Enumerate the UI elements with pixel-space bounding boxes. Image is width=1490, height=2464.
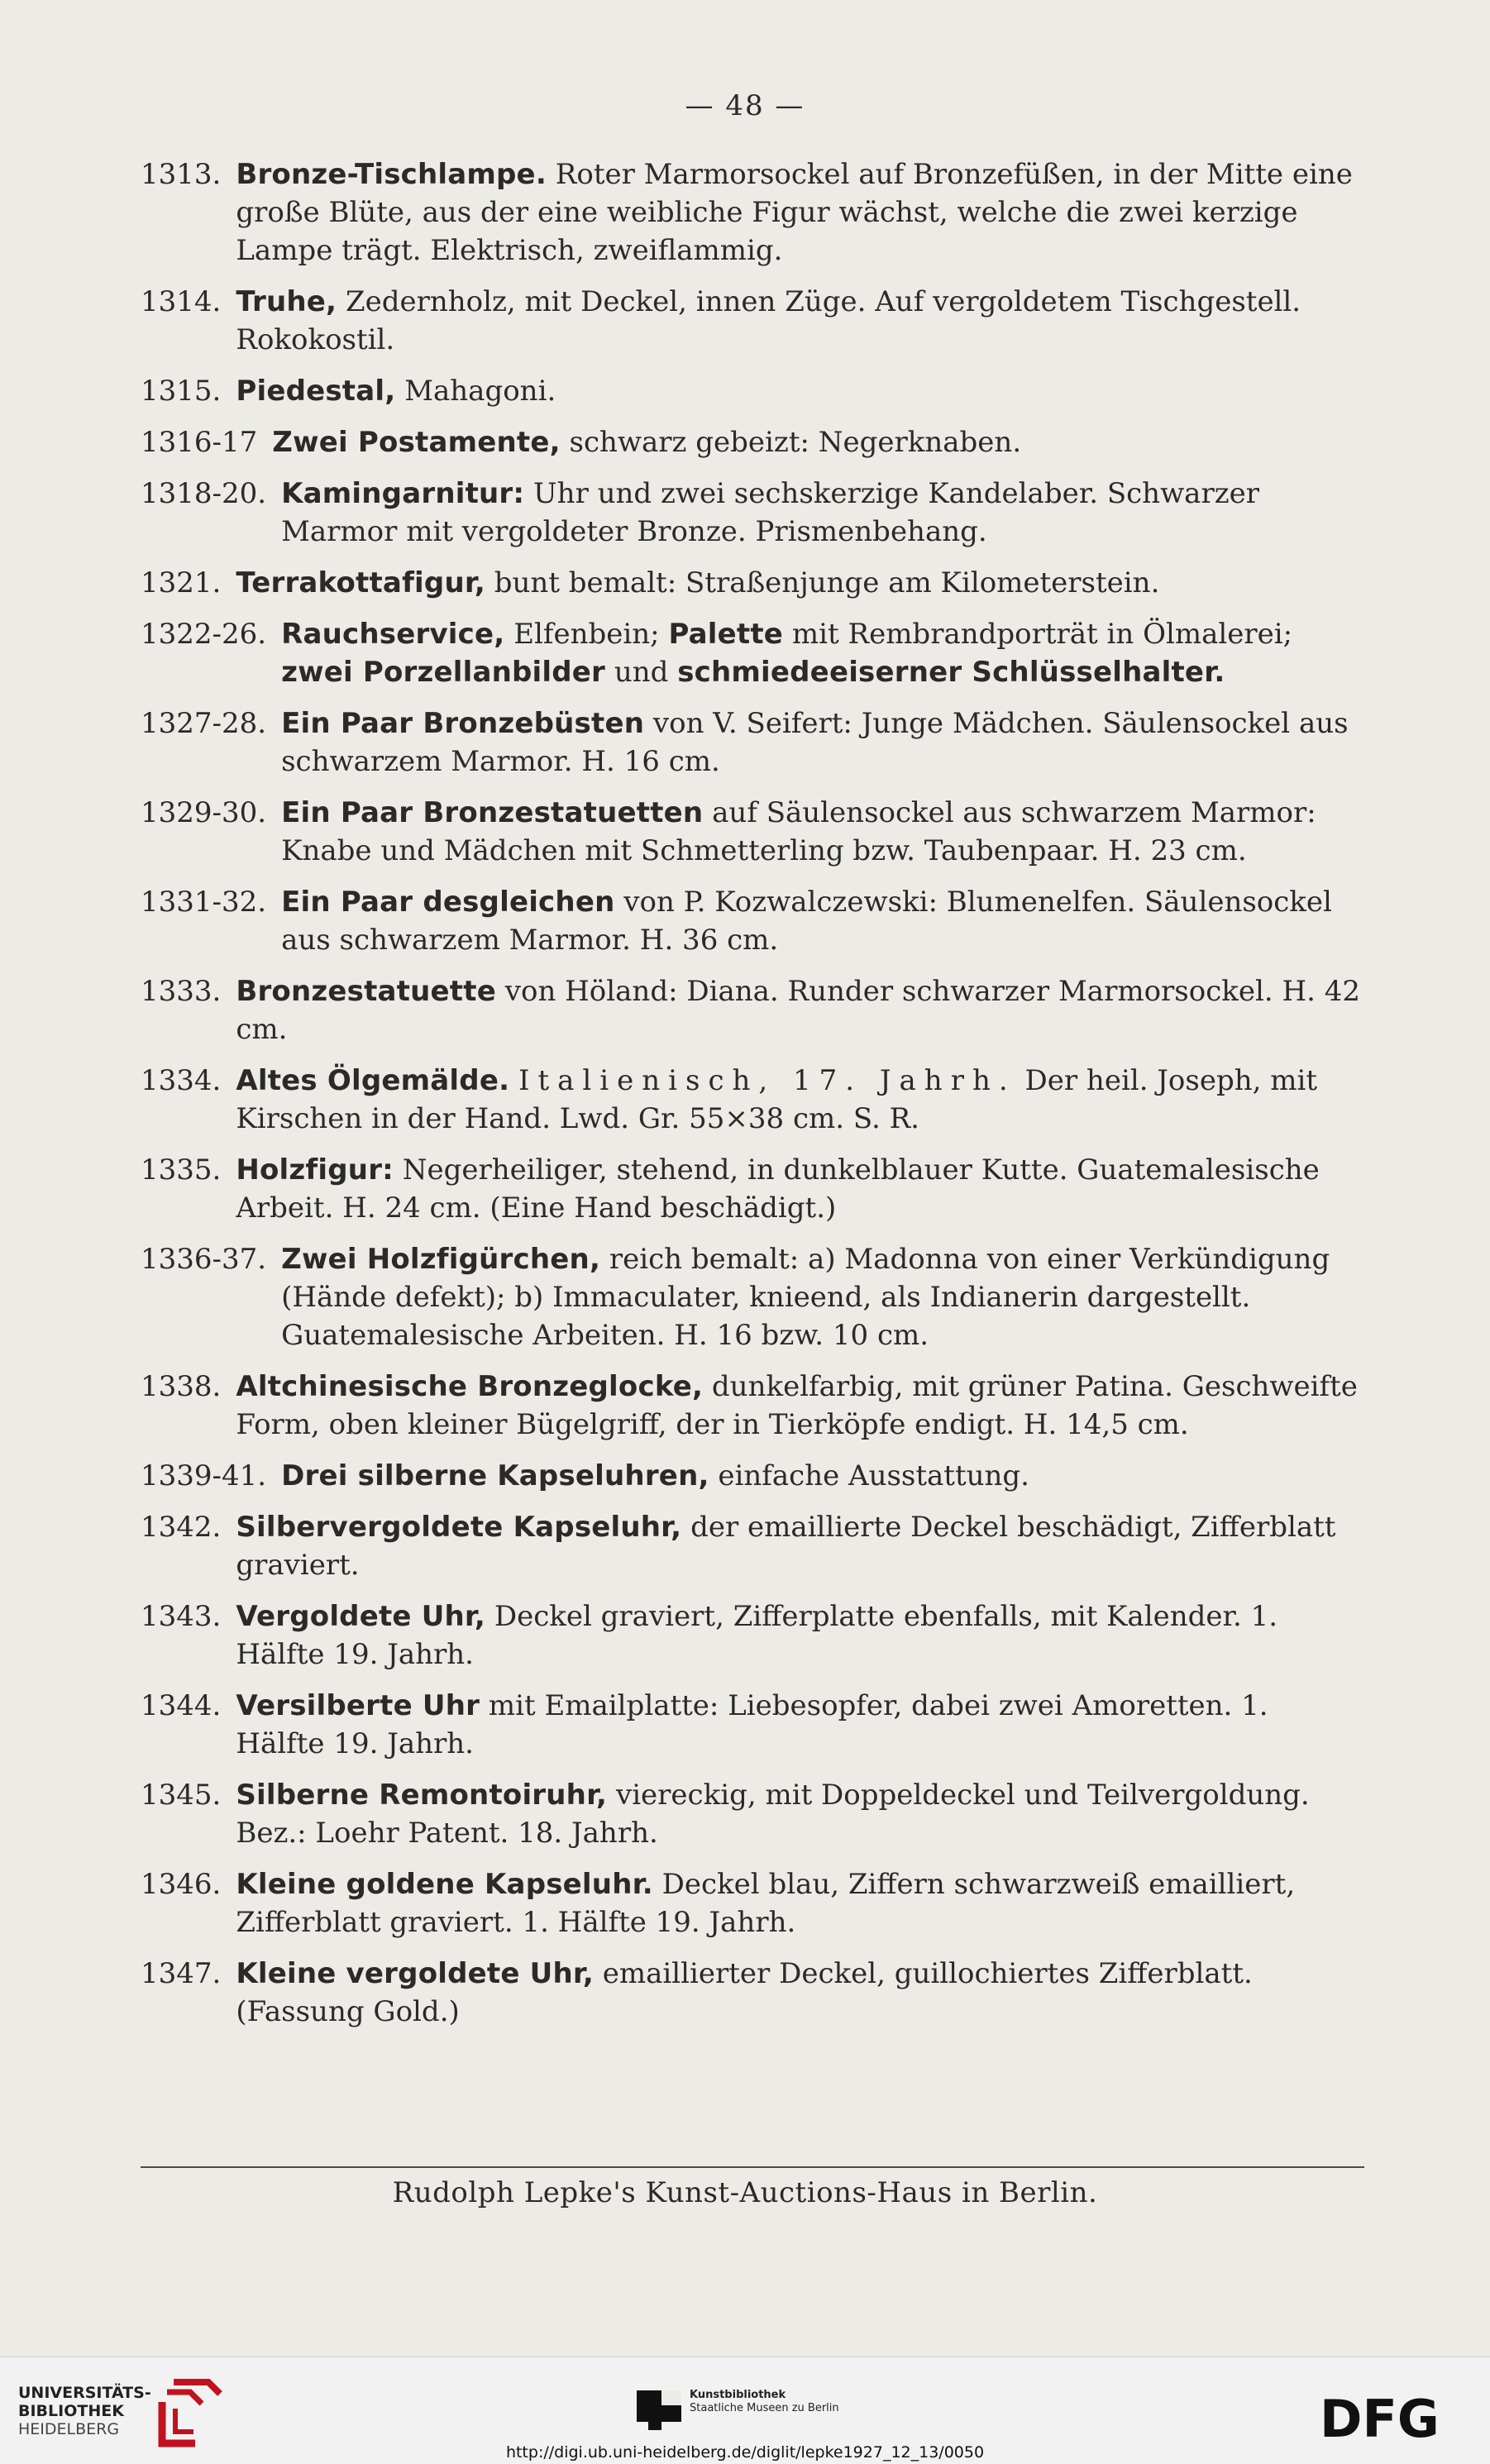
lot-title: Zwei Postamente, [272,426,561,459]
catalog-entry [141,883,1364,959]
footer-rule [141,2166,1364,2168]
lot-title: Kamingarnitur: [281,477,525,510]
lot-title: Terrakottafigur, [236,566,485,599]
lot-text: mit Rembrandporträt in Ölmalerei; [783,618,1293,651]
lot-description [236,1062,1364,1138]
lot-title: Rauchservice, [281,618,505,651]
lot-number: 1344. [141,1689,222,1722]
lot-title: Altes Ölgemälde. [236,1064,510,1097]
lot-number: 1338. [141,1370,222,1403]
kunstbibliothek-icon [637,2385,681,2430]
dfg-text: DFG [1320,2390,1440,2443]
lot-description [272,423,1364,461]
lot-text: Deckel graviert, Zifferplatte ebenfalls, mit Kalender. 1. Hälfte 19. Jahrh. [236,1600,1278,1671]
lot-number: 1313. [141,158,222,191]
catalog-entry [141,155,1364,270]
lot-number: 1327-28. [141,707,267,740]
lot-description [281,1457,1364,1495]
publisher-line: Rudolph Lepke's Kunst-Auctions-Haus in Berlin. [392,2176,1098,2209]
lot-title: Palette [668,618,784,651]
lot-text: von V. Seifert: Junge Mädchen. Säulensockel aus schwarzem Marmor. H. 16 cm. [281,707,1349,778]
lot-text: viereckig, mit Doppeldeckel und Teilvergoldung. Bez.: Loehr Patent. 18. Jahrh. [236,1779,1310,1850]
lot-title: Bronzestatuette [236,975,496,1008]
lot-text: von Höland: Diana. Runder schwarzer Marmorsockel. H. 42 cm. [236,975,1360,1046]
lot-description [236,1368,1364,1444]
lot-description [281,475,1364,551]
catalog-entry [141,1368,1364,1444]
catalog-entry [141,972,1364,1048]
lot-text: von P. Kozwalczewski: Blumenelfen. Säulensockel aus schwarzem Marmor. H. 36 cm. [281,886,1332,957]
lot-description [236,1865,1364,1941]
lot-description [281,615,1364,691]
lot-text: Der heil. Joseph, mit Kirschen in der Hand. Lwd. Gr. 55×38 cm. S. R. [236,1064,1318,1135]
lot-number: 1321. [141,566,222,599]
lot-text: dunkelfarbig, mit grüner Patina. Geschweifte Form, oben kleiner Bügelgriff, der in Tierköpfe endigt. H. 14,5 cm. [236,1370,1358,1441]
catalog-entry [141,1687,1364,1763]
uni-line-1: UNIVERSITÄTS- [18,2384,151,2402]
catalog-entry [141,794,1364,870]
lot-text: einfache Ausstattung. [709,1459,1029,1492]
lot-title: Drei silberne Kapseluhren, [281,1459,709,1492]
lot-title: Versilberte Uhr [236,1689,480,1722]
lot-text: bunt bemalt: Straßenjunge am Kilometerstein. [485,566,1160,599]
lot-title: Truhe, [236,285,337,318]
catalog-entry [141,564,1364,602]
catalog-entry [141,1062,1364,1138]
university-mark-icon [150,2374,225,2452]
lot-number: 1315. [141,375,222,408]
lot-text: auf Säulensockel aus schwarzem Marmor: Knabe und Mädchen mit Schmetterling bzw. Taubenpaar. H. 23 cm. [281,796,1316,867]
lot-number: 1346. [141,1868,222,1901]
lot-text: Deckel blau, Ziffern schwarzweiß emailliert, Zifferblatt graviert. 1. Hälfte 19. Jahrh. [236,1868,1296,1939]
lot-description [236,1151,1364,1227]
lot-number: 1334. [141,1064,222,1097]
lot-title: Kleine goldene Kapseluhr. [236,1868,653,1901]
digitization-footer [0,2357,1490,2464]
lot-text: Negerheiliger, stehend, in dunkelblauer Kutte. Guatemalesische Arbeit. H. 24 cm. (Eine Hand beschädigt.) [236,1153,1320,1225]
lot-number: 1342. [141,1511,222,1544]
lot-title: Holzfigur: [236,1153,394,1187]
lot-number: 1343. [141,1600,222,1633]
lot-text: Uhr und zwei sechskerzige Kandelaber. Schwarzer Marmor mit vergoldeter Bronze. Prismenbehang. [281,477,1259,548]
lot-description [281,794,1364,870]
lot-description [236,1776,1364,1852]
lot-description [281,883,1364,959]
catalog-entry [141,1508,1364,1584]
lot-title: Piedestal, [236,375,396,408]
lot-description [281,704,1364,781]
lot-text: emaillierter Deckel, guillochiertes Zifferblatt. (Fassung Gold.) [236,1957,1253,2028]
lot-description [236,1597,1364,1674]
dfg-logo[interactable] [1320,2390,1477,2443]
lot-description [281,1240,1364,1354]
lot-title: Ein Paar desgleichen [281,886,615,919]
lot-text: der emaillierte Deckel beschädigt, Zifferblatt graviert. [236,1511,1336,1582]
lot-number: 1347. [141,1957,222,1990]
lot-number: 1322-26. [141,618,267,651]
lot-description [236,283,1364,359]
lot-text: Elfenbein; [504,618,669,651]
uni-line-3: HEIDELBERG [18,2420,120,2438]
lot-title: Silbervergoldete Kapseluhr, [236,1511,682,1544]
lot-text: Zedernholz, mit Deckel, innen Züge. Auf vergoldetem Tischgestell. Rokokostil. [236,285,1301,356]
lot-description [236,1508,1364,1584]
catalog-entry [141,1151,1364,1227]
lot-text: schwarz gebeizt: Negerknaben. [560,426,1022,459]
catalog-entry [141,1865,1364,1941]
kb-line-1: Kunstbibliothek [690,2389,786,2401]
kunstbibliothek-text [690,2389,839,2415]
lot-number: 1335. [141,1153,222,1187]
lot-title: Ein Paar Bronzebüsten [281,707,645,740]
permalink-url[interactable]: http://digi.ub.uni-heidelberg.de/diglit/lepke1927_12_13/0050 [505,2443,985,2462]
lot-number: 1314. [141,285,222,318]
lot-description [236,972,1364,1048]
lot-title: Bronze-Tischlampe. [236,158,547,191]
lot-number: 1329-30. [141,796,267,829]
lot-text: reich bemalt: a) Madonna von einer Verkündigung (Hände defekt); b) Immaculater, knieend, als Indianerin dargestellt. Guatemalesische Arbeiten. H. 16 bzw. 10 cm. [281,1243,1330,1352]
lot-description [236,372,1364,410]
catalog-entries [141,155,1364,2044]
catalog-entry [141,283,1364,359]
lot-description [236,1955,1364,2031]
lot-number: 1336-37. [141,1243,267,1276]
lot-number: 1333. [141,975,222,1008]
lot-title: Altchinesische Bronzeglocke, [236,1370,704,1403]
lot-number: 1331-32. [141,886,267,919]
lot-title: Ein Paar Bronzestatuetten [281,796,704,829]
lot-title: Zwei Holzfigürchen, [281,1243,601,1276]
university-library-logo[interactable] [18,2384,233,2450]
lot-title: schmiedeeiserner Schlüsselhalter. [677,656,1225,689]
university-library-name [18,2384,151,2438]
lot-title: Vergoldete Uhr, [236,1600,486,1633]
page-number: — 48 — [685,89,805,122]
catalog-entry [141,372,1364,410]
lot-origin: Italienisch, 17. Jahrh. [518,1064,1016,1097]
lot-number: 1316-17 [141,426,258,459]
uni-line-2: BIBLIOTHEK [18,2402,124,2420]
lot-number: 1345. [141,1779,222,1812]
lot-text: und [605,656,678,689]
lot-number: 1339-41. [141,1459,267,1492]
catalog-entry [141,615,1364,691]
lot-title: zwei Porzellanbilder [281,656,606,689]
lot-text: mit Emailplatte: Liebesopfer, dabei zwei Amoretten. 1. Hälfte 19. Jahrh. [236,1689,1268,1760]
catalog-entry [141,1597,1364,1674]
catalog-entry [141,1776,1364,1852]
lot-description [236,564,1364,602]
catalog-entry [141,704,1364,781]
kunstbibliothek-logo[interactable] [637,2385,901,2435]
catalog-entry [141,423,1364,461]
catalog-entry [141,475,1364,551]
lot-description [236,1687,1364,1763]
catalog-entry [141,1457,1364,1495]
lot-title: Silberne Remontoiruhr, [236,1779,608,1812]
catalog-entry [141,1240,1364,1354]
lot-description [236,155,1364,270]
lot-text: Roter Marmorsockel auf Bronzefüßen, in der Mitte eine große Blüte, aus der eine weibliche Figur wächst, welche die zwei kerzige Lampe trägt. Elektrisch, zweiflammig. [236,158,1353,267]
lot-text: Mahagoni. [395,375,556,408]
catalog-entry [141,1955,1364,2031]
kb-line-2: Staatliche Museen zu Berlin [690,2402,839,2414]
lot-title: Kleine vergoldete Uhr, [236,1957,594,1990]
lot-number: 1318-20. [141,477,267,510]
